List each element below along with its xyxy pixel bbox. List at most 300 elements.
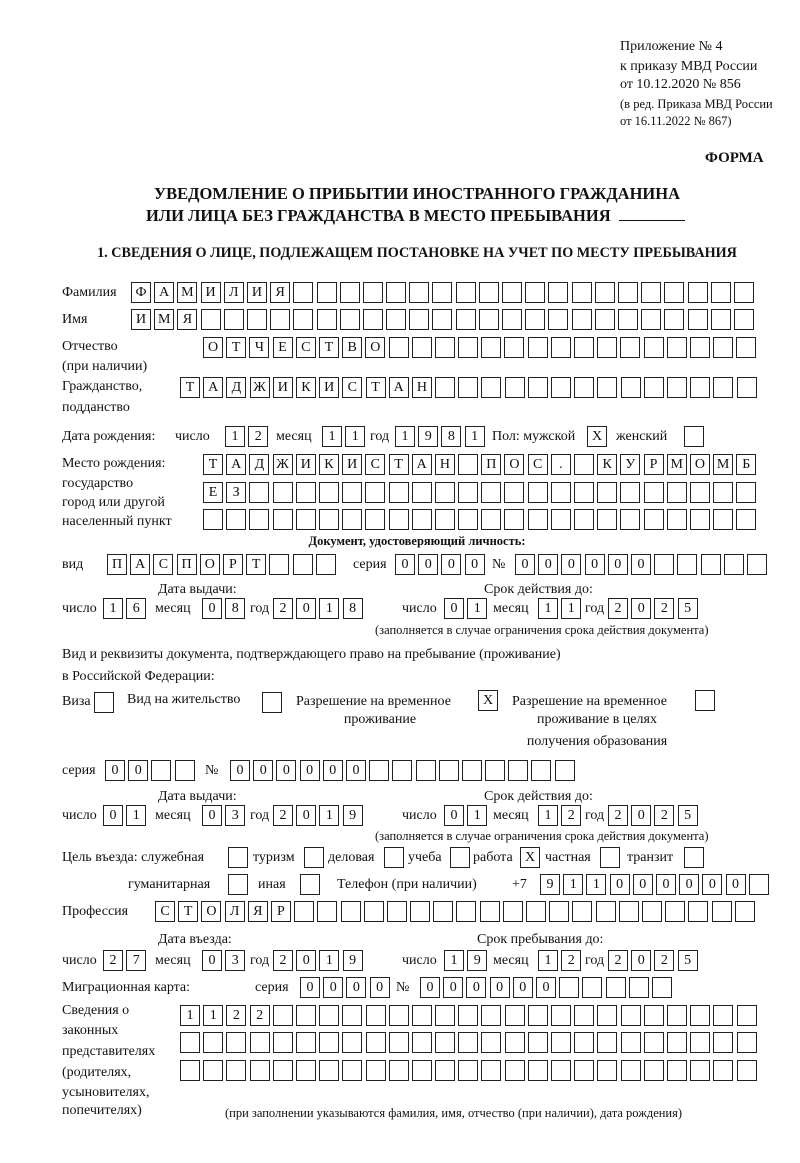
char-cell[interactable]	[340, 282, 360, 303]
char-cell[interactable]	[409, 309, 429, 330]
char-cell[interactable]	[226, 1032, 246, 1053]
char-cell[interactable]	[340, 309, 360, 330]
char-cell[interactable]: 1	[225, 426, 245, 447]
char-cell[interactable]: О	[365, 337, 385, 358]
char-cell[interactable]	[502, 309, 522, 330]
char-cell[interactable]	[502, 282, 522, 303]
char-cell[interactable]	[641, 309, 661, 330]
char-cell[interactable]	[319, 509, 339, 530]
char-cell[interactable]	[294, 901, 314, 922]
char-cell[interactable]	[505, 377, 525, 398]
char-cell[interactable]	[319, 482, 339, 503]
char-cell[interactable]: 8	[225, 598, 245, 619]
char-cell[interactable]: Т	[226, 337, 246, 358]
char-cell[interactable]: Д	[226, 377, 246, 398]
char-cell[interactable]	[736, 482, 756, 503]
char-cell[interactable]	[644, 377, 664, 398]
char-cell[interactable]: И	[131, 309, 151, 330]
char-cell[interactable]: 0	[300, 977, 320, 998]
char-cell[interactable]	[412, 1005, 432, 1026]
char-cell[interactable]: И	[273, 377, 293, 398]
char-cell[interactable]	[582, 977, 602, 998]
char-cell[interactable]: Т	[319, 337, 339, 358]
char-cell[interactable]	[386, 282, 406, 303]
char-cell[interactable]	[736, 509, 756, 530]
char-cell[interactable]	[392, 760, 412, 781]
char-cell[interactable]: 0	[631, 598, 651, 619]
char-cell[interactable]	[574, 454, 594, 475]
char-cell[interactable]: 0	[202, 950, 222, 971]
char-cell[interactable]	[296, 1060, 316, 1081]
char-cell[interactable]	[629, 977, 649, 998]
char-cell[interactable]: 9	[418, 426, 438, 447]
checkbox-cell[interactable]	[684, 847, 704, 868]
char-cell[interactable]	[409, 282, 429, 303]
char-cell[interactable]	[456, 282, 476, 303]
char-cell[interactable]: Т	[203, 454, 223, 475]
char-cell[interactable]	[597, 482, 617, 503]
char-cell[interactable]	[435, 482, 455, 503]
char-cell[interactable]: .	[551, 454, 571, 475]
char-cell[interactable]: Р	[271, 901, 291, 922]
char-cell[interactable]: 0	[608, 554, 628, 575]
char-cell[interactable]	[341, 901, 361, 922]
char-cell[interactable]: С	[296, 337, 316, 358]
char-cell[interactable]	[597, 1060, 617, 1081]
char-cell[interactable]: 0	[656, 874, 676, 895]
char-cell[interactable]	[481, 509, 501, 530]
char-cell[interactable]	[481, 1060, 501, 1081]
char-cell[interactable]	[644, 1005, 664, 1026]
char-cell[interactable]: С	[155, 901, 175, 922]
char-cell[interactable]	[481, 1005, 501, 1026]
char-cell[interactable]	[664, 309, 684, 330]
char-cell[interactable]: 0	[370, 977, 390, 998]
char-cell[interactable]	[572, 309, 592, 330]
char-cell[interactable]	[713, 1060, 733, 1081]
char-cell[interactable]	[387, 901, 407, 922]
checkbox-cell[interactable]	[94, 692, 114, 713]
char-cell[interactable]: 7	[126, 950, 146, 971]
char-cell[interactable]	[319, 1032, 339, 1053]
char-cell[interactable]	[270, 309, 290, 330]
char-cell[interactable]	[620, 482, 640, 503]
char-cell[interactable]	[606, 977, 626, 998]
char-cell[interactable]	[458, 337, 478, 358]
char-cell[interactable]: З	[226, 482, 246, 503]
char-cell[interactable]	[711, 309, 731, 330]
char-cell[interactable]	[175, 760, 195, 781]
char-cell[interactable]	[551, 1060, 571, 1081]
char-cell[interactable]	[458, 454, 478, 475]
char-cell[interactable]: 0	[444, 598, 464, 619]
char-cell[interactable]: 0	[490, 977, 510, 998]
char-cell[interactable]	[432, 309, 452, 330]
char-cell[interactable]: У	[620, 454, 640, 475]
char-cell[interactable]	[250, 1032, 270, 1053]
char-cell[interactable]	[644, 509, 664, 530]
char-cell[interactable]: 0	[631, 950, 651, 971]
char-cell[interactable]: 9	[343, 950, 363, 971]
char-cell[interactable]: Д	[249, 454, 269, 475]
char-cell[interactable]: 9	[467, 950, 487, 971]
char-cell[interactable]	[224, 309, 244, 330]
char-cell[interactable]	[366, 1060, 386, 1081]
char-cell[interactable]	[690, 1005, 710, 1026]
char-cell[interactable]: А	[154, 282, 174, 303]
char-cell[interactable]	[620, 509, 640, 530]
char-cell[interactable]	[667, 509, 687, 530]
char-cell[interactable]	[737, 1060, 757, 1081]
char-cell[interactable]: 0	[561, 554, 581, 575]
char-cell[interactable]: 2	[561, 950, 581, 971]
char-cell[interactable]	[505, 1060, 525, 1081]
char-cell[interactable]: Б	[736, 454, 756, 475]
checkbox-cell[interactable]	[600, 847, 620, 868]
char-cell[interactable]	[479, 309, 499, 330]
checkbox-cell[interactable]	[228, 847, 248, 868]
char-cell[interactable]	[713, 1032, 733, 1053]
char-cell[interactable]	[366, 1032, 386, 1053]
char-cell[interactable]	[664, 282, 684, 303]
char-cell[interactable]: М	[667, 454, 687, 475]
char-cell[interactable]	[505, 1005, 525, 1026]
char-cell[interactable]	[249, 509, 269, 530]
char-cell[interactable]	[528, 1032, 548, 1053]
char-cell[interactable]	[389, 337, 409, 358]
char-cell[interactable]	[551, 1005, 571, 1026]
char-cell[interactable]: 3	[225, 805, 245, 826]
char-cell[interactable]	[555, 760, 575, 781]
checkbox-cell[interactable]	[262, 692, 282, 713]
char-cell[interactable]	[644, 482, 664, 503]
char-cell[interactable]	[481, 1032, 501, 1053]
char-cell[interactable]: 0	[444, 805, 464, 826]
char-cell[interactable]	[688, 282, 708, 303]
checkbox-cell[interactable]	[450, 847, 470, 868]
char-cell[interactable]	[724, 554, 744, 575]
char-cell[interactable]: 0	[420, 977, 440, 998]
char-cell[interactable]: 1	[586, 874, 606, 895]
char-cell[interactable]	[644, 337, 664, 358]
char-cell[interactable]: Р	[223, 554, 243, 575]
char-cell[interactable]	[548, 309, 568, 330]
char-cell[interactable]: Я	[270, 282, 290, 303]
char-cell[interactable]: 0	[443, 977, 463, 998]
char-cell[interactable]: О	[201, 901, 221, 922]
char-cell[interactable]	[364, 901, 384, 922]
char-cell[interactable]: 0	[346, 760, 366, 781]
char-cell[interactable]: 0	[679, 874, 699, 895]
char-cell[interactable]: Е	[203, 482, 223, 503]
char-cell[interactable]	[531, 760, 551, 781]
char-cell[interactable]: П	[481, 454, 501, 475]
char-cell[interactable]	[317, 282, 337, 303]
char-cell[interactable]: Е	[273, 337, 293, 358]
char-cell[interactable]: 2	[248, 426, 268, 447]
char-cell[interactable]: И	[319, 377, 339, 398]
char-cell[interactable]: К	[319, 454, 339, 475]
char-cell[interactable]: 0	[202, 598, 222, 619]
checkbox-cell[interactable]: X	[478, 690, 498, 711]
char-cell[interactable]: 0	[515, 554, 535, 575]
char-cell[interactable]	[572, 901, 592, 922]
char-cell[interactable]	[319, 1060, 339, 1081]
char-cell[interactable]	[749, 874, 769, 895]
char-cell[interactable]: 0	[296, 805, 316, 826]
char-cell[interactable]	[386, 309, 406, 330]
char-cell[interactable]	[485, 760, 505, 781]
char-cell[interactable]: 0	[441, 554, 461, 575]
char-cell[interactable]	[505, 1032, 525, 1053]
char-cell[interactable]	[458, 1060, 478, 1081]
char-cell[interactable]: Н	[435, 454, 455, 475]
char-cell[interactable]	[713, 1005, 733, 1026]
char-cell[interactable]	[644, 1032, 664, 1053]
char-cell[interactable]	[747, 554, 767, 575]
char-cell[interactable]: Т	[180, 377, 200, 398]
char-cell[interactable]	[435, 509, 455, 530]
char-cell[interactable]	[435, 1060, 455, 1081]
char-cell[interactable]	[412, 1060, 432, 1081]
checkbox-cell[interactable]	[300, 874, 320, 895]
char-cell[interactable]	[595, 309, 615, 330]
char-cell[interactable]	[249, 482, 269, 503]
char-cell[interactable]: 2	[608, 950, 628, 971]
char-cell[interactable]	[180, 1060, 200, 1081]
char-cell[interactable]: Т	[366, 377, 386, 398]
char-cell[interactable]	[677, 554, 697, 575]
char-cell[interactable]	[389, 1032, 409, 1053]
char-cell[interactable]: 0	[103, 805, 123, 826]
char-cell[interactable]	[180, 1032, 200, 1053]
char-cell[interactable]	[273, 482, 293, 503]
char-cell[interactable]: 5	[678, 805, 698, 826]
char-cell[interactable]	[688, 901, 708, 922]
char-cell[interactable]	[369, 760, 389, 781]
char-cell[interactable]: 1	[467, 598, 487, 619]
char-cell[interactable]	[737, 1005, 757, 1026]
char-cell[interactable]	[574, 509, 594, 530]
char-cell[interactable]: Т	[178, 901, 198, 922]
char-cell[interactable]	[595, 282, 615, 303]
char-cell[interactable]: 0	[466, 977, 486, 998]
char-cell[interactable]: К	[597, 454, 617, 475]
char-cell[interactable]	[508, 760, 528, 781]
char-cell[interactable]	[293, 554, 313, 575]
char-cell[interactable]: 0	[253, 760, 273, 781]
checkbox-cell[interactable]: X	[520, 847, 540, 868]
char-cell[interactable]	[273, 509, 293, 530]
char-cell[interactable]	[551, 509, 571, 530]
char-cell[interactable]: Я	[177, 309, 197, 330]
char-cell[interactable]	[481, 377, 501, 398]
char-cell[interactable]: 0	[323, 977, 343, 998]
char-cell[interactable]	[548, 282, 568, 303]
char-cell[interactable]	[503, 901, 523, 922]
char-cell[interactable]: 2	[608, 598, 628, 619]
char-cell[interactable]	[250, 1060, 270, 1081]
char-cell[interactable]: 1	[319, 598, 339, 619]
char-cell[interactable]: 1	[561, 598, 581, 619]
char-cell[interactable]	[504, 482, 524, 503]
char-cell[interactable]: 0	[702, 874, 722, 895]
char-cell[interactable]	[410, 901, 430, 922]
char-cell[interactable]	[597, 509, 617, 530]
char-cell[interactable]: 1	[322, 426, 342, 447]
checkbox-cell[interactable]: X	[587, 426, 607, 447]
char-cell[interactable]	[688, 309, 708, 330]
char-cell[interactable]	[690, 337, 710, 358]
char-cell[interactable]: 9	[343, 805, 363, 826]
char-cell[interactable]	[528, 337, 548, 358]
char-cell[interactable]: О	[690, 454, 710, 475]
char-cell[interactable]	[667, 377, 687, 398]
char-cell[interactable]	[712, 901, 732, 922]
char-cell[interactable]	[201, 309, 221, 330]
char-cell[interactable]	[690, 1032, 710, 1053]
char-cell[interactable]	[667, 482, 687, 503]
char-cell[interactable]	[363, 282, 383, 303]
char-cell[interactable]: 1	[395, 426, 415, 447]
char-cell[interactable]: С	[153, 554, 173, 575]
char-cell[interactable]	[416, 760, 436, 781]
char-cell[interactable]	[412, 509, 432, 530]
char-cell[interactable]	[690, 509, 710, 530]
char-cell[interactable]: П	[177, 554, 197, 575]
char-cell[interactable]	[317, 309, 337, 330]
char-cell[interactable]	[296, 1005, 316, 1026]
char-cell[interactable]	[389, 509, 409, 530]
char-cell[interactable]: 2	[273, 805, 293, 826]
char-cell[interactable]	[342, 1032, 362, 1053]
char-cell[interactable]	[458, 509, 478, 530]
char-cell[interactable]: 0	[323, 760, 343, 781]
char-cell[interactable]: И	[296, 454, 316, 475]
char-cell[interactable]	[713, 337, 733, 358]
char-cell[interactable]: 0	[633, 874, 653, 895]
char-cell[interactable]: 0	[536, 977, 556, 998]
char-cell[interactable]: А	[389, 377, 409, 398]
char-cell[interactable]	[481, 482, 501, 503]
char-cell[interactable]	[458, 1032, 478, 1053]
char-cell[interactable]: 1	[563, 874, 583, 895]
char-cell[interactable]: 0	[631, 805, 651, 826]
char-cell[interactable]	[690, 482, 710, 503]
char-cell[interactable]	[504, 509, 524, 530]
char-cell[interactable]: 0	[296, 598, 316, 619]
char-cell[interactable]	[504, 337, 524, 358]
char-cell[interactable]: 1	[203, 1005, 223, 1026]
char-cell[interactable]: С	[528, 454, 548, 475]
char-cell[interactable]	[203, 1060, 223, 1081]
char-cell[interactable]	[551, 337, 571, 358]
char-cell[interactable]	[316, 554, 336, 575]
char-cell[interactable]: Ж	[250, 377, 270, 398]
char-cell[interactable]	[549, 901, 569, 922]
char-cell[interactable]: 1	[319, 805, 339, 826]
char-cell[interactable]: М	[713, 454, 733, 475]
char-cell[interactable]: 0	[128, 760, 148, 781]
char-cell[interactable]	[528, 482, 548, 503]
char-cell[interactable]	[458, 1005, 478, 1026]
char-cell[interactable]	[342, 509, 362, 530]
char-cell[interactable]	[574, 1060, 594, 1081]
char-cell[interactable]	[701, 554, 721, 575]
char-cell[interactable]	[389, 1005, 409, 1026]
char-cell[interactable]	[644, 1060, 664, 1081]
char-cell[interactable]: 0	[296, 950, 316, 971]
char-cell[interactable]: 1	[465, 426, 485, 447]
char-cell[interactable]: 0	[276, 760, 296, 781]
char-cell[interactable]	[365, 509, 385, 530]
char-cell[interactable]: 0	[610, 874, 630, 895]
char-cell[interactable]	[342, 482, 362, 503]
checkbox-cell[interactable]	[684, 426, 704, 447]
char-cell[interactable]	[412, 482, 432, 503]
char-cell[interactable]	[293, 309, 313, 330]
char-cell[interactable]	[462, 760, 482, 781]
char-cell[interactable]: И	[201, 282, 221, 303]
char-cell[interactable]	[667, 1060, 687, 1081]
char-cell[interactable]: 1	[319, 950, 339, 971]
char-cell[interactable]: 3	[225, 950, 245, 971]
char-cell[interactable]: 2	[273, 950, 293, 971]
char-cell[interactable]	[621, 1005, 641, 1026]
checkbox-cell[interactable]	[384, 847, 404, 868]
char-cell[interactable]	[456, 901, 476, 922]
char-cell[interactable]	[621, 377, 641, 398]
char-cell[interactable]	[481, 337, 501, 358]
char-cell[interactable]	[412, 337, 432, 358]
char-cell[interactable]	[621, 1032, 641, 1053]
char-cell[interactable]	[342, 1005, 362, 1026]
char-cell[interactable]: Ж	[273, 454, 293, 475]
checkbox-cell[interactable]	[304, 847, 324, 868]
char-cell[interactable]: 2	[226, 1005, 246, 1026]
char-cell[interactable]: 0	[300, 760, 320, 781]
char-cell[interactable]: 1	[103, 598, 123, 619]
char-cell[interactable]: 0	[202, 805, 222, 826]
char-cell[interactable]: П	[107, 554, 127, 575]
char-cell[interactable]	[435, 377, 455, 398]
char-cell[interactable]	[296, 1032, 316, 1053]
char-cell[interactable]: 1	[345, 426, 365, 447]
checkbox-cell[interactable]	[228, 874, 248, 895]
char-cell[interactable]	[713, 482, 733, 503]
char-cell[interactable]	[618, 282, 638, 303]
char-cell[interactable]	[435, 1032, 455, 1053]
char-cell[interactable]: 8	[343, 598, 363, 619]
char-cell[interactable]: Т	[246, 554, 266, 575]
char-cell[interactable]	[574, 482, 594, 503]
char-cell[interactable]	[458, 377, 478, 398]
char-cell[interactable]	[667, 1005, 687, 1026]
char-cell[interactable]: 0	[346, 977, 366, 998]
char-cell[interactable]	[296, 482, 316, 503]
char-cell[interactable]	[597, 1005, 617, 1026]
char-cell[interactable]	[342, 1060, 362, 1081]
char-cell[interactable]: Л	[224, 282, 244, 303]
char-cell[interactable]: О	[200, 554, 220, 575]
char-cell[interactable]: 2	[273, 598, 293, 619]
char-cell[interactable]	[525, 282, 545, 303]
char-cell[interactable]: 1	[538, 950, 558, 971]
char-cell[interactable]: 0	[538, 554, 558, 575]
char-cell[interactable]: А	[203, 377, 223, 398]
char-cell[interactable]: 1	[180, 1005, 200, 1026]
char-cell[interactable]	[296, 509, 316, 530]
